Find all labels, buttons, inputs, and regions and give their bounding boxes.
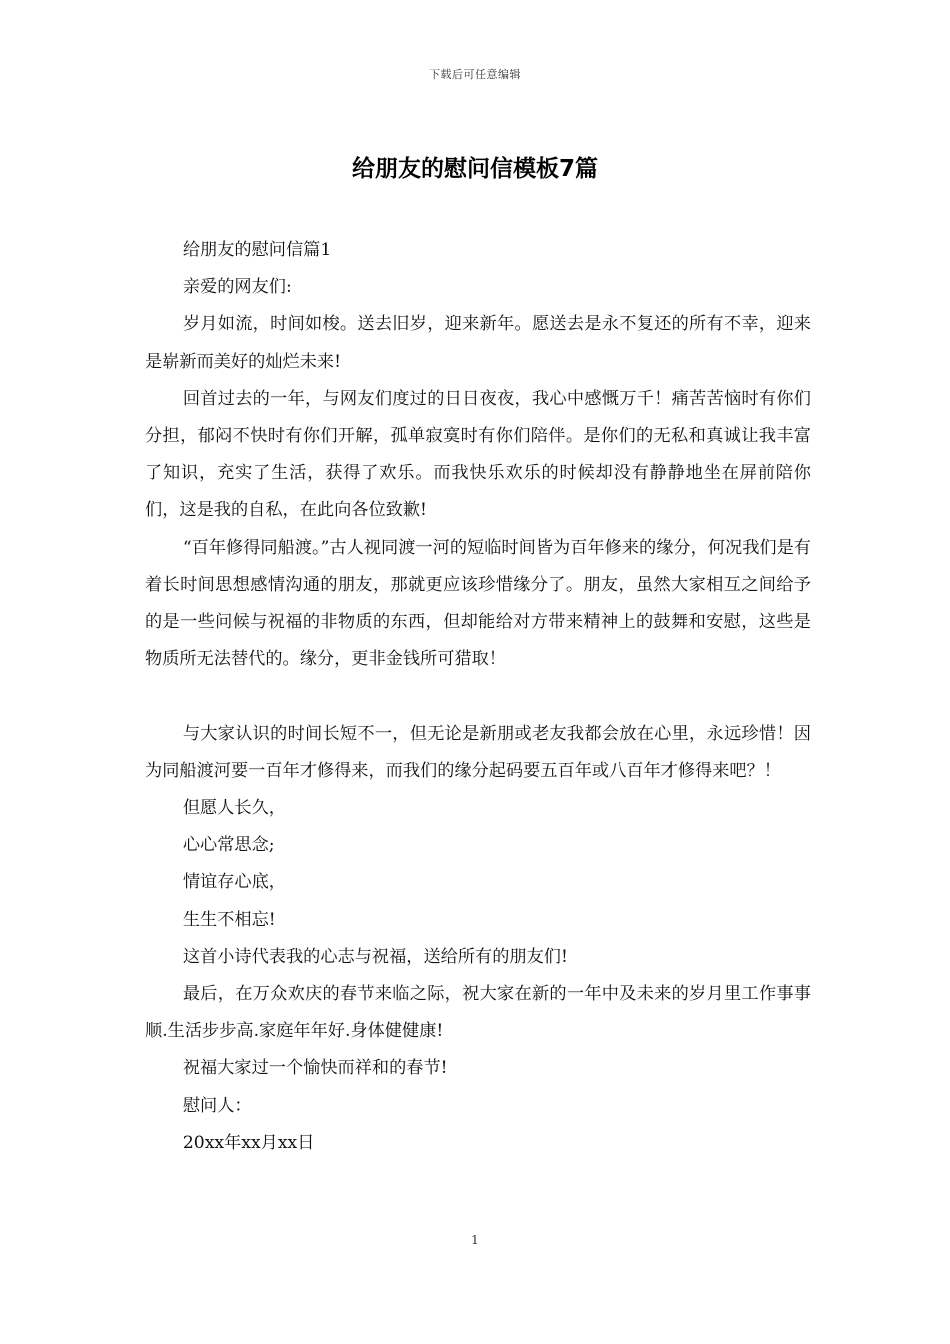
body-paragraph: “百年修得同船渡。”古人视同渡一河的短临时间皆为百年修来的缘分，何况我们是有着长时间思想感情沟通的朋友，那就更应该珍惜缘分了。朋友，虽然大家相互之间给予的是一些问候与祝福的非物质的东西，但却能给对方带来精神上的鼓舞和安慰，这些是物质所无法替代的。缘分，更非金钱所可猎取！ xyxy=(145,537,811,670)
header-note: 下载后可任意编辑 xyxy=(429,68,521,81)
section-heading: 给朋友的慰问信篇1 xyxy=(182,240,332,260)
page-number: 1 xyxy=(471,1233,479,1247)
page-title: 给朋友的慰问信模板7篇 xyxy=(351,156,598,182)
poem-line: 生生不相忘! xyxy=(182,909,276,930)
signature-label: 慰问人： xyxy=(182,1095,252,1116)
poem-line: 心心常思念; xyxy=(182,835,275,856)
date-line: 20xx年xx月xx日 xyxy=(182,1132,315,1153)
body-paragraph: 与大家认识的时间长短不一，但无论是新朋或老友我都会放在心里，永远珍惜！因为同船渡河要一百年才修得来，而我们的缘分起码要五百年或八百年才修得来吧？！ xyxy=(145,723,811,781)
body-paragraph: 这首小诗代表我的心志与祝福，送给所有的朋友们! xyxy=(182,946,568,967)
poem-line: 但愿人长久， xyxy=(182,798,286,819)
letter-body xyxy=(145,232,811,1162)
poem-line: 情谊存心底， xyxy=(182,872,286,893)
blank-line xyxy=(145,678,811,715)
closing-wish: 祝福大家过一个愉快而祥和的春节! xyxy=(182,1058,448,1079)
body-paragraph: 岁月如流，时间如梭。送去旧岁，迎来新年。愿送去是永不复还的所有不幸，迎来是崭新而美好的灿烂未来! xyxy=(145,314,811,372)
body-paragraph: 最后，在万众欢庆的春节来临之际，祝大家在新的一年中及未来的岁月里工作事事顺.生活步步高.家庭年年好.身体健健康! xyxy=(145,984,811,1042)
body-paragraph: 回首过去的一年，与网友们度过的日日夜夜，我心中感慨万千！痛苦苦恼时有你们分担，郁闷不快时有你们开解，孤单寂寞时有你们陪伴。是你们的无私和真诚让我丰富了知识，充实了生活，获得了欢乐。而我快乐欢乐的时候却没有静静地坐在屏前陪你们，这是我的自私，在此向各位致歉! xyxy=(145,388,811,521)
salutation: 亲爱的网友们: xyxy=(182,277,292,298)
